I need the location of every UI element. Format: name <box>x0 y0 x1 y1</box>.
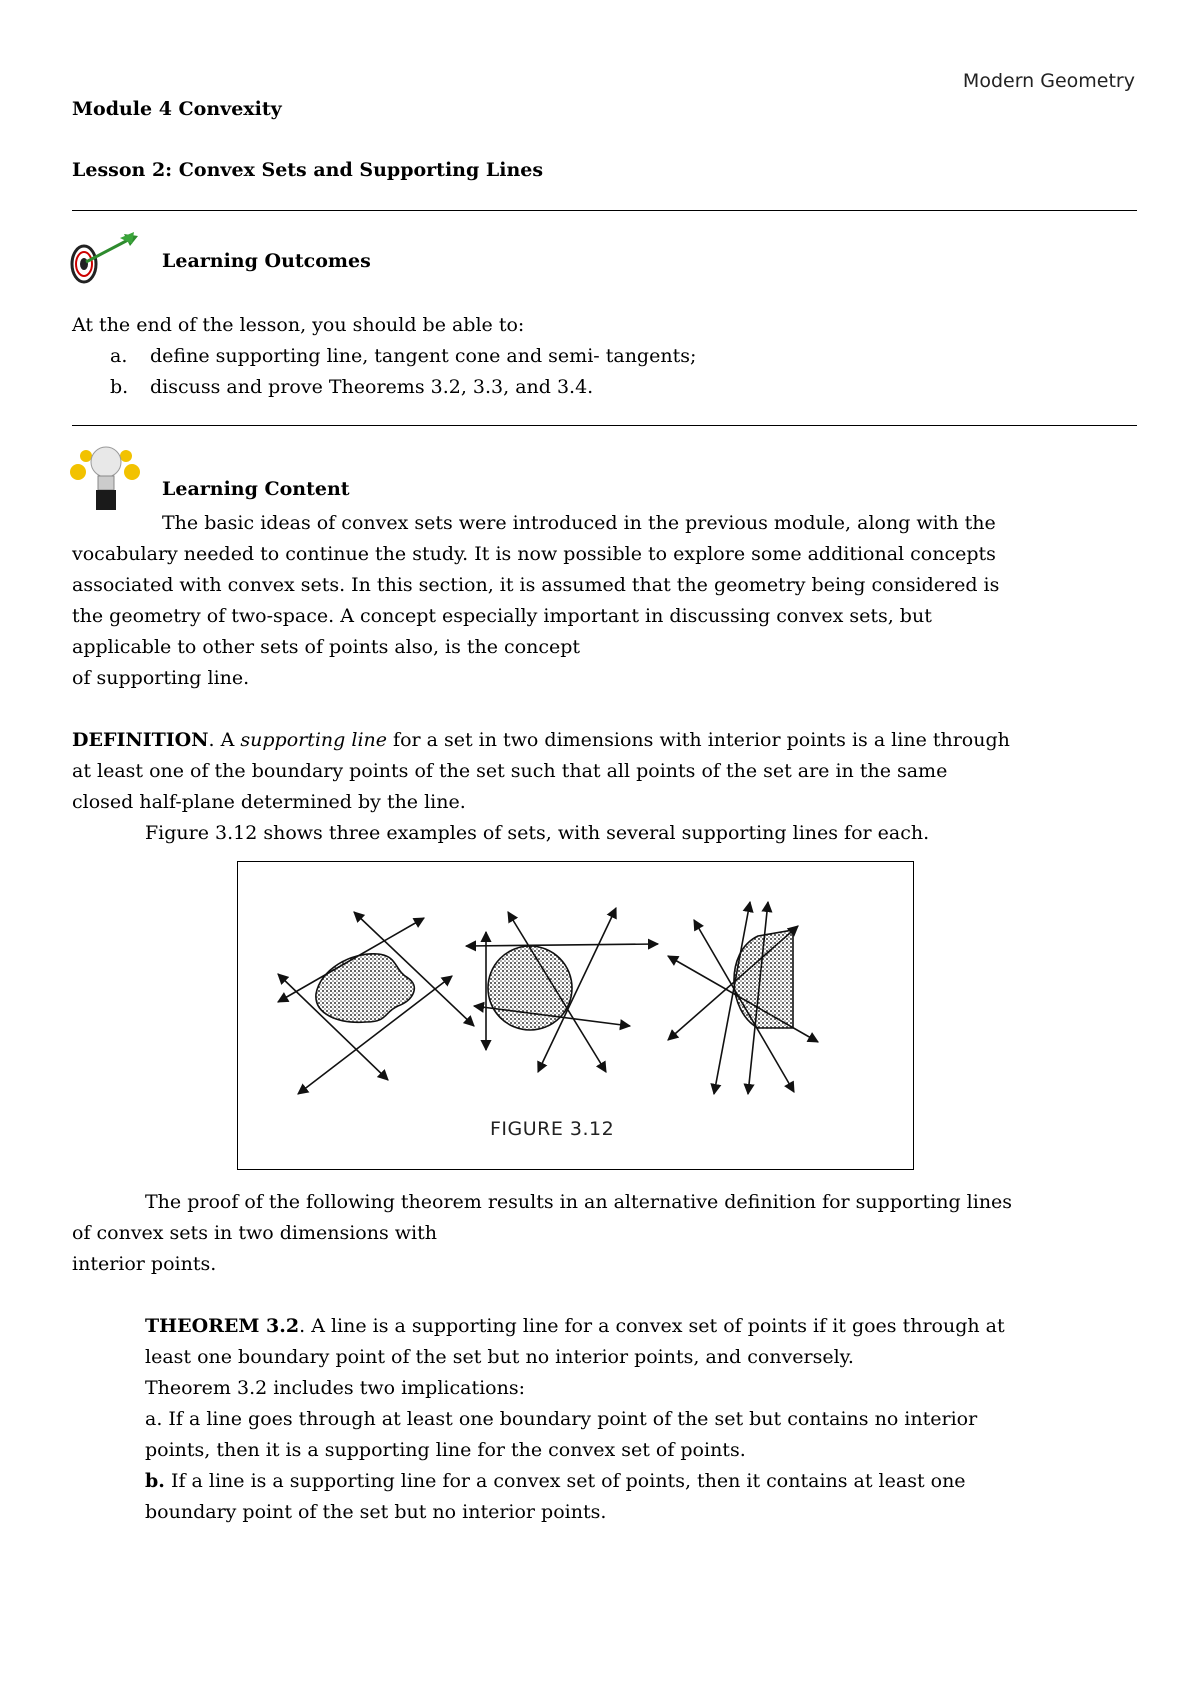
content-line-3: associated with convex sets. In this section, it is assumed that the geometry being considered is <box>72 574 1000 596</box>
target-dart-icon <box>66 228 141 292</box>
implication-marker: a. <box>145 1408 163 1430</box>
definition-label: DEFINITION <box>72 729 209 751</box>
proof-line-2: of convex sets in two dimensions with <box>72 1222 437 1244</box>
theorem-label: THEOREM 3.2 <box>145 1315 300 1337</box>
implication-b-line-2: boundary point of the set but no interior points. <box>145 1501 607 1523</box>
definition-sep: . A <box>208 729 241 751</box>
lesson-title: Lesson 2: Convex Sets and Supporting Lines <box>72 159 544 181</box>
learning-outcomes-heading: Learning Outcomes <box>162 250 371 272</box>
figure-intro: Figure 3.12 shows three examples of sets, with several supporting lines for each. <box>145 822 930 844</box>
implication-text: If a line is a supporting line for a convex set of points, then it contains at least one <box>164 1470 966 1492</box>
content-line-4: the geometry of two-space. A concept especially important in discussing convex sets, but <box>72 605 932 627</box>
divider-top <box>72 210 1137 211</box>
outcome-item-b <box>110 372 593 403</box>
outcome-item-a <box>110 341 696 372</box>
theorem-text: . A line is a supporting line for a convex set of points if it goes through at <box>299 1315 1005 1337</box>
outcome-text: define supporting line, tangent cone and semi- tangents; <box>150 345 697 367</box>
content-line-5: applicable to other sets of points also, is the concept <box>72 636 581 658</box>
theorem-line-1 <box>145 1311 1137 1342</box>
outcome-text: discuss and prove Theorems 3.2, 3.3, and 3.4. <box>150 376 594 398</box>
definition-term: supporting line <box>240 729 388 751</box>
outcomes-intro: At the end of the lesson, you should be able to: <box>72 314 525 336</box>
nonconvex-blob-shape <box>316 954 414 1022</box>
list-marker: a. <box>110 345 128 367</box>
implication-text: If a line goes through at least one boundary point of the set but contains no interior <box>162 1408 978 1430</box>
definition-text: for a set in two dimensions with interior points is a line through <box>387 729 1010 751</box>
content-line-6: of supporting line. <box>72 667 250 689</box>
learning-content-heading: Learning Content <box>162 478 350 500</box>
lightbulb-person-icon <box>68 442 143 518</box>
implications-intro: Theorem 3.2 includes two implications: <box>145 1377 525 1399</box>
definition-line-2: at least one of the boundary points of the set such that all points of the set are in the same <box>72 760 948 782</box>
list-marker: b. <box>110 376 129 398</box>
divider-bottom <box>72 425 1137 426</box>
module-title: Module 4 Convexity <box>72 98 282 120</box>
definition-line-1 <box>72 725 1010 756</box>
implication-a-line-2: points, then it is a supporting line for the convex set of points. <box>145 1439 746 1461</box>
subject-header: Modern Geometry <box>962 70 1135 92</box>
implication-b-line-1 <box>145 1466 1137 1497</box>
content-line-2: vocabulary needed to continue the study. It is now possible to explore some additional concepts <box>72 543 996 565</box>
implication-a-line-1 <box>145 1404 1137 1435</box>
proof-line-3: interior points. <box>72 1253 217 1275</box>
supporting-line <box>466 944 658 946</box>
theorem-line-2: least one boundary point of the set but no interior points, and conversely. <box>145 1346 854 1368</box>
implication-marker: b. <box>145 1470 165 1492</box>
content-line-1: The basic ideas of convex sets were introduced in the previous module, along with the <box>162 512 996 534</box>
figure-caption: FIGURE 3.12 <box>490 1118 615 1140</box>
proof-line-1: The proof of the following theorem results in an alternative definition for supporting lines <box>145 1191 1013 1213</box>
definition-line-3: closed half-plane determined by the line. <box>72 791 466 813</box>
